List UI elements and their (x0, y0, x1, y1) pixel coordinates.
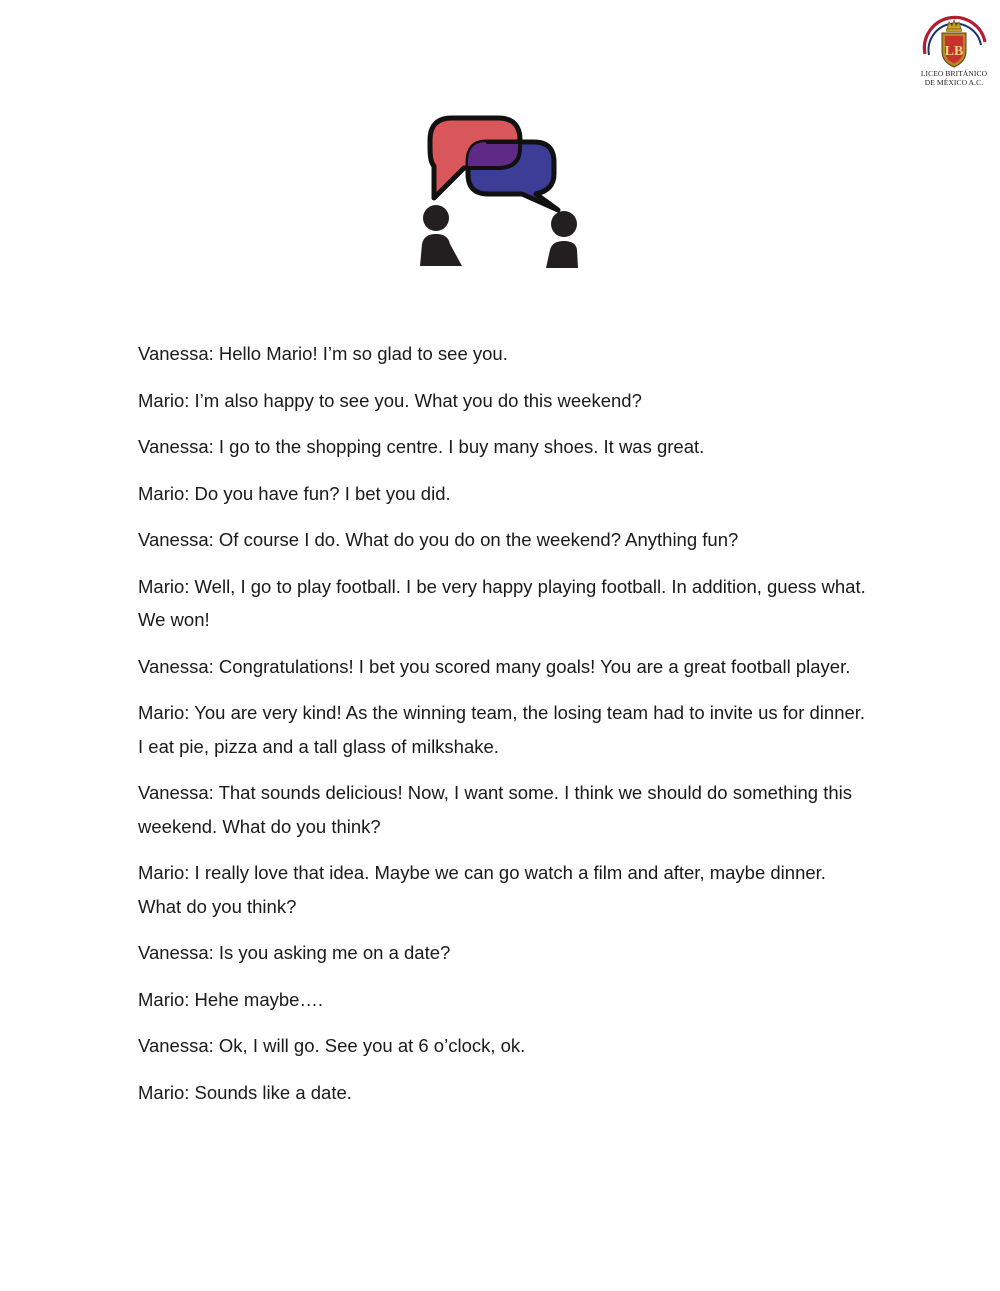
dialogue-line-mario: Mario: I’m also happy to see you. What you do this weekend? (138, 389, 642, 411)
dialogue (138, 337, 868, 1122)
crest-icon (919, 8, 989, 70)
logo-caption-line2: DE MÉXICO A.C. (924, 77, 984, 87)
dialogue-line-vanessa: Vanessa: I go to the shopping centre. I buy many shoes. It was great. (138, 436, 705, 457)
dialogue-line-vanessa: Vanessa: Ok, I will go. See you at 6 o’clock, ok. (138, 1035, 526, 1056)
dialogue-line-mario: Mario: Do you have fun? I bet you did. (138, 482, 451, 504)
dialogue-line-vanessa: Vanessa: Hello Mario! I’m so glad to see you. (138, 343, 508, 364)
conversation-icon (410, 112, 585, 274)
dialogue-line-vanessa: Vanessa: Is you asking me on a date? (138, 942, 451, 963)
dialogue-line-mario: Mario: Well, I go to play football. I be very happy playing football. In addition, guess what. We won! (138, 575, 866, 630)
school-logo (915, 8, 993, 90)
dialogue-line-vanessa: Vanessa: Of course I do. What do you do on the weekend? Anything fun? (138, 529, 739, 550)
dialogue-line-vanessa: Vanessa: Congratulations! I bet you scored many goals! You are a great football player. (138, 655, 851, 677)
dialogue-line-mario: Mario: Hehe maybe…. (138, 988, 324, 1010)
conversation-illustration (410, 112, 585, 274)
dialogue-line-mario: Mario: You are very kind! As the winning team, the losing team had to invite us for dinner. I eat pie, pizza and a tall glass of milkshake. (138, 702, 866, 757)
right-person-icon (546, 211, 578, 268)
dialogue-line-vanessa: Vanessa: That sounds delicious! Now, I want some. I think we should do something this weekend. What do you think? (138, 782, 853, 837)
logo-monogram: LB (944, 44, 964, 59)
left-person-icon (420, 205, 462, 266)
dialogue-line-mario: Mario: Sounds like a date. (138, 1081, 352, 1103)
logo-caption-line1: LICEO BRITÁNICO (920, 69, 988, 78)
dialogue-line-mario: Mario: I really love that idea. Maybe we can go watch a film and after, maybe dinner. What do you think? (138, 862, 826, 917)
